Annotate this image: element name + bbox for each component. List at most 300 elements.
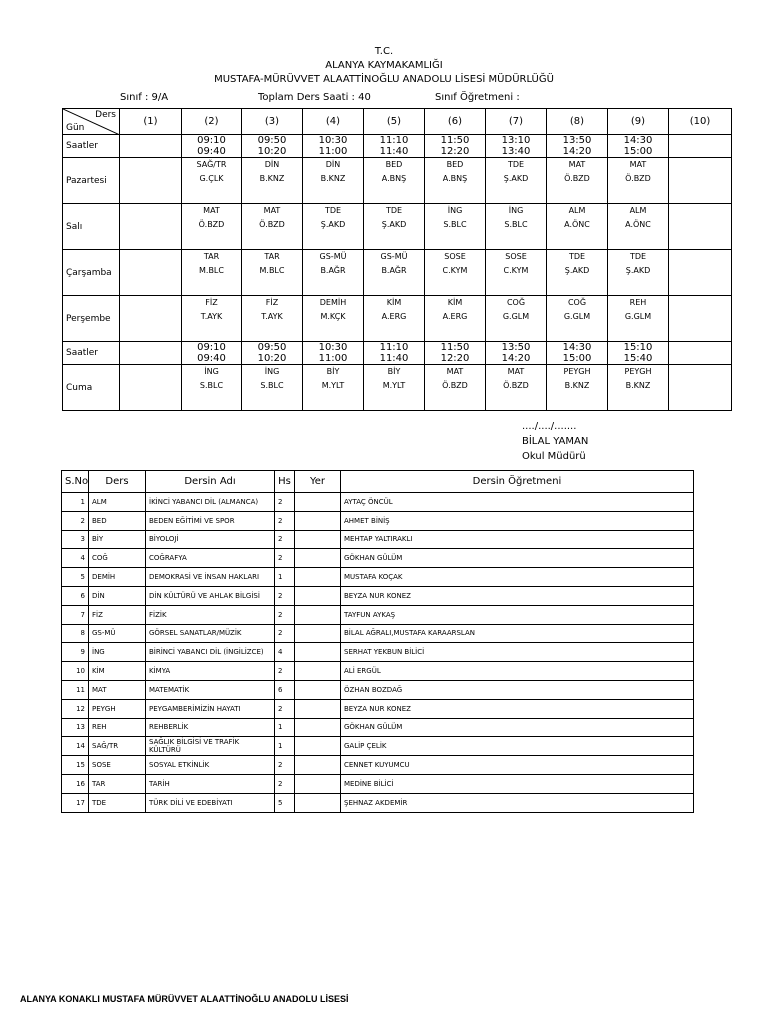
course-name: TÜRK DİLİ VE EDEBİYATI <box>146 793 275 812</box>
course-code: İNG <box>89 643 146 662</box>
period-time-cell <box>364 342 425 365</box>
course-code: GS-MÜ <box>89 624 146 643</box>
table-row <box>62 680 694 699</box>
period-start-time: 13:50 <box>501 342 531 353</box>
lesson-cell <box>608 296 669 342</box>
period-time-cell <box>242 135 303 158</box>
course-hours: 5 <box>275 793 295 812</box>
table-row <box>62 586 694 605</box>
course-name: İKİNCİ YABANCI DİL (ALMANCA) <box>146 493 275 512</box>
lesson-cell <box>425 158 486 204</box>
course-sno: 17 <box>62 793 89 812</box>
period-number: (2) <box>182 109 242 135</box>
table-row <box>62 511 694 530</box>
course-teacher: MUSTAFA KOÇAK <box>341 568 694 587</box>
lesson-cell <box>120 365 182 411</box>
period-end-time: 12:20 <box>440 353 470 364</box>
lesson-code: DİN <box>264 160 280 169</box>
course-hours: 4 <box>275 643 295 662</box>
course-sno: 3 <box>62 530 89 549</box>
period-time-cell <box>669 342 732 365</box>
lesson-teacher: B.KNZ <box>259 174 285 183</box>
table-row <box>62 793 694 812</box>
header-tc: T.C. <box>374 46 394 57</box>
course-hours: 2 <box>275 605 295 624</box>
lesson-teacher: Ş.AKD <box>320 220 346 229</box>
lesson-teacher: M.BLC <box>259 266 285 275</box>
course-room <box>295 737 341 756</box>
lesson-code: MAT <box>446 367 464 376</box>
lesson-cell <box>486 204 547 250</box>
course-code: PEYGH <box>89 699 146 718</box>
period-time-cell <box>182 135 242 158</box>
period-header-row <box>63 109 732 135</box>
day-row <box>63 158 732 204</box>
lesson-teacher: G.GLM <box>502 312 530 321</box>
lesson-cell <box>425 296 486 342</box>
course-hours: 2 <box>275 624 295 643</box>
course-hours: 2 <box>275 756 295 775</box>
course-code: TAR <box>89 774 146 793</box>
day-name: Pazartesi <box>63 158 120 204</box>
period-end-time: 11:40 <box>379 146 409 157</box>
course-hours: 1 <box>275 568 295 587</box>
lesson-teacher: B.AĞR <box>320 266 346 275</box>
lesson-code: TAR <box>203 252 220 261</box>
period-number: (6) <box>425 109 486 135</box>
lesson-cell <box>303 204 364 250</box>
corner-cell <box>63 109 120 135</box>
course-name: PEYGAMBERİMİZİN HAYATI <box>146 699 275 718</box>
course-teacher: BEYZA NUR KONEZ <box>341 699 694 718</box>
principal-title: Okul Müdürü <box>522 451 586 462</box>
lesson-code: DİN <box>325 160 341 169</box>
lesson-code: İNG <box>508 206 524 215</box>
lesson-cell <box>182 250 242 296</box>
lesson-cell <box>425 250 486 296</box>
total-hours-label: Toplam Ders Saati : 40 <box>258 92 371 103</box>
table-row <box>62 718 694 737</box>
lesson-teacher: A.BNŞ <box>442 174 468 183</box>
class-teacher-label: Sınıf Öğretmeni : <box>435 92 520 103</box>
lesson-teacher: Ş.AKD <box>503 174 529 183</box>
lesson-cell <box>364 250 425 296</box>
table-row <box>62 568 694 587</box>
lesson-teacher: Ö.BZD <box>625 174 651 183</box>
period-end-time: 11:00 <box>318 146 348 157</box>
principal-name: BİLAL YAMAN <box>522 436 589 447</box>
lesson-code: TDE <box>629 252 647 261</box>
period-end-time: 09:40 <box>197 146 226 157</box>
period-end-time: 10:20 <box>257 146 287 157</box>
times-row <box>63 342 732 365</box>
course-name: COĞRAFYA <box>146 549 275 568</box>
lesson-code: MAT <box>203 206 220 215</box>
lesson-teacher: C.KYM <box>503 266 529 275</box>
lesson-teacher: Ş.AKD <box>625 266 651 275</box>
course-header-row <box>62 471 694 493</box>
header-yer: Yer <box>295 471 341 493</box>
period-number: (4) <box>303 109 364 135</box>
course-list-table <box>61 470 694 813</box>
lesson-teacher: M.YLT <box>321 381 345 390</box>
course-code: SAĞ/TR <box>89 737 146 756</box>
period-end-time: 15:00 <box>562 353 592 364</box>
period-end-time: 13:40 <box>501 146 531 157</box>
course-room <box>295 774 341 793</box>
lesson-code: SOSE <box>505 252 527 261</box>
lesson-code: SAĞ/TR <box>196 160 227 169</box>
period-time-cell <box>547 135 608 158</box>
lesson-cell <box>669 250 732 296</box>
lesson-cell <box>120 296 182 342</box>
course-room <box>295 756 341 775</box>
lesson-teacher: Ş.AKD <box>564 266 590 275</box>
lesson-teacher: B.KNZ <box>564 381 590 390</box>
table-row <box>62 662 694 681</box>
lesson-cell <box>182 365 242 411</box>
course-sno: 12 <box>62 699 89 718</box>
course-sno: 1 <box>62 493 89 512</box>
lesson-cell <box>120 158 182 204</box>
lesson-code: COĞ <box>506 298 526 307</box>
period-time-cell <box>303 342 364 365</box>
course-name: MATEMATİK <box>146 680 275 699</box>
course-name: BEDEN EĞİTİMİ VE SPOR <box>146 511 275 530</box>
period-time-cell <box>608 135 669 158</box>
course-teacher: ÖZHAN BOZDAĞ <box>341 680 694 699</box>
course-code: BED <box>89 511 146 530</box>
lesson-teacher: A.BNŞ <box>381 174 407 183</box>
course-teacher: TAYFUN AYKAŞ <box>341 605 694 624</box>
day-row <box>63 365 732 411</box>
table-row <box>62 774 694 793</box>
course-name: SAĞLIK BİLGİSİ VE TRAFİK KÜLTÜRÜ <box>146 737 275 756</box>
lesson-cell <box>669 365 732 411</box>
class-label: Sınıf : 9/A <box>120 92 169 103</box>
lesson-code: İNG <box>204 367 219 376</box>
course-teacher: GÖKHAN GÜLÜM <box>341 549 694 568</box>
lesson-cell <box>608 204 669 250</box>
period-time-cell <box>608 342 669 365</box>
lesson-cell <box>242 296 303 342</box>
period-start-time: 11:50 <box>440 135 470 146</box>
course-room <box>295 511 341 530</box>
period-time-cell <box>182 342 242 365</box>
lesson-code: FİZ <box>265 298 279 307</box>
times-row-label: Saatler <box>63 135 120 158</box>
course-room <box>295 624 341 643</box>
lesson-cell <box>486 365 547 411</box>
period-start-time: 10:30 <box>318 342 348 353</box>
period-end-time: 11:40 <box>379 353 409 364</box>
course-sno: 4 <box>62 549 89 568</box>
lesson-cell <box>120 204 182 250</box>
footer-school-name: ALANYA KONAKLI MUSTAFA MÜRÜVVET ALAATTİNOĞLU ANADOLU LİSESİ <box>20 994 349 1004</box>
course-sno: 9 <box>62 643 89 662</box>
period-start-time: 10:30 <box>318 135 348 146</box>
table-row <box>62 624 694 643</box>
lesson-cell <box>608 250 669 296</box>
course-code: SOSE <box>89 756 146 775</box>
lesson-teacher: B.AĞR <box>381 266 407 275</box>
period-time-cell <box>669 135 732 158</box>
lesson-teacher: Ö.BZD <box>442 381 468 390</box>
times-row-label: Saatler <box>63 342 120 365</box>
course-teacher: SERHAT YEKBUN BİLİCİ <box>341 643 694 662</box>
day-row <box>63 250 732 296</box>
lesson-teacher: Ö.BZD <box>503 381 529 390</box>
lesson-code: İNG <box>264 367 280 376</box>
signature-date: ..../..../....... <box>522 421 577 432</box>
course-teacher: MEDİNE BİLİCİ <box>341 774 694 793</box>
lesson-teacher: S.BLC <box>443 220 467 229</box>
header-kaymakamlik: ALANYA KAYMAKAMLIĞI <box>325 60 443 71</box>
lesson-code: TDE <box>507 160 525 169</box>
period-start-time: 09:10 <box>197 135 226 146</box>
lesson-teacher: G.ÇLK <box>199 174 224 183</box>
lesson-teacher: Ö.BZD <box>564 174 590 183</box>
header-sno: S.No <box>62 471 89 493</box>
header-hs: Hs <box>275 471 295 493</box>
course-sno: 10 <box>62 662 89 681</box>
lesson-code: ALM <box>568 206 586 215</box>
period-time-cell <box>303 135 364 158</box>
course-name: KİMYA <box>146 662 275 681</box>
course-name: BİYOLOJİ <box>146 530 275 549</box>
lesson-cell <box>669 296 732 342</box>
course-teacher: AHMET BİNİŞ <box>341 511 694 530</box>
course-hours: 1 <box>275 737 295 756</box>
lesson-code: TDE <box>568 252 586 261</box>
lesson-cell <box>486 158 547 204</box>
course-sno: 11 <box>62 680 89 699</box>
course-name: SOSYAL ETKİNLİK <box>146 756 275 775</box>
period-end-time: 12:20 <box>440 146 470 157</box>
course-teacher: GALİP ÇELİK <box>341 737 694 756</box>
lesson-cell <box>182 204 242 250</box>
period-end-time: 15:40 <box>623 353 653 364</box>
lesson-teacher: A.ÖNC <box>625 220 651 229</box>
lesson-code: KİM <box>447 298 463 307</box>
course-sno: 14 <box>62 737 89 756</box>
lesson-cell <box>486 250 547 296</box>
header-ders: Ders <box>89 471 146 493</box>
lesson-code: BED <box>446 160 464 169</box>
period-time-cell <box>364 135 425 158</box>
lesson-code: TDE <box>324 206 342 215</box>
header-school: MUSTAFA-MÜRÜVVET ALAATTİNOĞLU ANADOLU LİSESİ MÜDÜRLÜĞÜ <box>214 74 554 85</box>
lesson-cell <box>547 296 608 342</box>
lesson-teacher: B.KNZ <box>320 174 346 183</box>
period-start-time: 14:30 <box>623 135 653 146</box>
course-hours: 2 <box>275 493 295 512</box>
table-row <box>62 699 694 718</box>
course-hours: 2 <box>275 530 295 549</box>
lesson-cell <box>425 365 486 411</box>
lesson-teacher: Ö.BZD <box>259 220 285 229</box>
course-code: REH <box>89 718 146 737</box>
course-sno: 8 <box>62 624 89 643</box>
period-number: (5) <box>364 109 425 135</box>
course-hours: 2 <box>275 699 295 718</box>
lesson-code: PEYGH <box>563 367 591 376</box>
lesson-code: ALM <box>629 206 647 215</box>
lesson-code: MAT <box>629 160 647 169</box>
period-end-time: 11:00 <box>318 353 348 364</box>
course-room <box>295 793 341 812</box>
course-room <box>295 662 341 681</box>
lesson-code: TDE <box>385 206 403 215</box>
lesson-teacher: M.BLC <box>199 266 224 275</box>
period-number: (1) <box>120 109 182 135</box>
lesson-code: PEYGH <box>624 367 652 376</box>
lesson-cell <box>608 158 669 204</box>
header-ogretmen: Dersin Öğretmeni <box>341 471 694 493</box>
lesson-cell <box>242 250 303 296</box>
header-dersin-adi: Dersin Adı <box>146 471 275 493</box>
period-time-cell <box>486 135 547 158</box>
course-room <box>295 530 341 549</box>
lesson-teacher: A.ERG <box>381 312 407 321</box>
day-row <box>63 204 732 250</box>
lesson-cell <box>242 204 303 250</box>
day-name: Perşembe <box>63 296 120 342</box>
period-time-cell <box>242 342 303 365</box>
lesson-cell <box>547 204 608 250</box>
period-time-cell <box>547 342 608 365</box>
lesson-cell <box>303 365 364 411</box>
course-code: TDE <box>89 793 146 812</box>
period-number: (7) <box>486 109 547 135</box>
course-code: KİM <box>89 662 146 681</box>
lesson-code: TAR <box>264 252 280 261</box>
course-name: REHBERLİK <box>146 718 275 737</box>
lesson-teacher: Ş.AKD <box>381 220 407 229</box>
period-number: (8) <box>547 109 608 135</box>
course-sno: 2 <box>62 511 89 530</box>
period-start-time: 13:10 <box>501 135 531 146</box>
times-row <box>63 135 732 158</box>
course-teacher: GÖKHAN GÜLÜM <box>341 718 694 737</box>
period-start-time: 11:10 <box>379 135 409 146</box>
course-teacher: MEHTAP YALTIRAKLI <box>341 530 694 549</box>
lesson-code: DEMİH <box>319 298 347 307</box>
period-start-time: 09:10 <box>197 342 226 353</box>
course-hours: 2 <box>275 774 295 793</box>
course-name: DİN KÜLTÜRÜ VE AHLAK BİLGİSİ <box>146 586 275 605</box>
lesson-cell <box>120 250 182 296</box>
lesson-code: MAT <box>507 367 525 376</box>
course-room <box>295 680 341 699</box>
period-start-time: 09:50 <box>257 342 287 353</box>
lesson-teacher: T.AYK <box>200 312 223 321</box>
course-code: MAT <box>89 680 146 699</box>
period-time-cell <box>425 342 486 365</box>
lesson-cell <box>182 296 242 342</box>
period-end-time: 14:20 <box>501 353 531 364</box>
table-row <box>62 605 694 624</box>
lesson-code: REH <box>629 298 647 307</box>
corner-ders: Ders <box>95 110 116 120</box>
lesson-teacher: C.KYM <box>442 266 468 275</box>
period-start-time: 11:50 <box>440 342 470 353</box>
lesson-code: MAT <box>568 160 586 169</box>
table-row <box>62 643 694 662</box>
lesson-cell <box>364 204 425 250</box>
lesson-cell <box>364 296 425 342</box>
lesson-cell <box>182 158 242 204</box>
period-end-time: 15:00 <box>623 146 653 157</box>
lesson-code: SOSE <box>444 252 466 261</box>
lesson-cell <box>303 296 364 342</box>
period-start-time: 15:10 <box>623 342 653 353</box>
lesson-cell <box>242 158 303 204</box>
lesson-cell <box>486 296 547 342</box>
lesson-cell <box>547 250 608 296</box>
lesson-cell <box>425 204 486 250</box>
period-start-time: 11:10 <box>379 342 409 353</box>
lesson-cell <box>547 365 608 411</box>
course-teacher: CENNET KUYUMCU <box>341 756 694 775</box>
lesson-code: BİY <box>387 367 401 376</box>
course-hours: 2 <box>275 549 295 568</box>
course-sno: 13 <box>62 718 89 737</box>
table-row <box>62 493 694 512</box>
lesson-teacher: M.YLT <box>382 381 406 390</box>
course-room <box>295 718 341 737</box>
lesson-code: GS-MÜ <box>380 252 408 261</box>
lesson-teacher: G.GLM <box>563 312 591 321</box>
lesson-code: FİZ <box>205 298 218 307</box>
course-sno: 15 <box>62 756 89 775</box>
lesson-code: MAT <box>263 206 281 215</box>
course-teacher: AYTAÇ ÖNCÜL <box>341 493 694 512</box>
table-row <box>62 737 694 756</box>
period-number: (10) <box>669 109 732 135</box>
course-hours: 2 <box>275 511 295 530</box>
course-room <box>295 605 341 624</box>
course-name: BİRİNCİ YABANCI DİL (İNGİLİZCE) <box>146 643 275 662</box>
course-name: FİZİK <box>146 605 275 624</box>
course-teacher: ALİ ERGÜL <box>341 662 694 681</box>
course-code: DİN <box>89 586 146 605</box>
course-name: TARİH <box>146 774 275 793</box>
weekly-schedule-table <box>62 108 732 411</box>
lesson-teacher: Ö.BZD <box>198 220 225 229</box>
period-end-time: 10:20 <box>257 353 287 364</box>
course-teacher: ŞEHNAZ AKDEMİR <box>341 793 694 812</box>
lesson-code: İNG <box>447 206 463 215</box>
day-name: Çarşamba <box>63 250 120 296</box>
course-code: DEMİH <box>89 568 146 587</box>
table-row <box>62 756 694 775</box>
course-hours: 1 <box>275 718 295 737</box>
course-code: COĞ <box>89 549 146 568</box>
course-hours: 2 <box>275 662 295 681</box>
lesson-teacher: G.GLM <box>624 312 652 321</box>
course-room <box>295 568 341 587</box>
lesson-teacher: A.ÖNC <box>564 220 590 229</box>
lesson-cell <box>608 365 669 411</box>
course-code: BİY <box>89 530 146 549</box>
period-time-cell <box>425 135 486 158</box>
lesson-teacher: M.KÇK <box>320 312 346 321</box>
course-sno: 16 <box>62 774 89 793</box>
day-name: Cuma <box>63 365 120 411</box>
period-time-cell <box>120 135 182 158</box>
period-start-time: 13:50 <box>562 135 592 146</box>
